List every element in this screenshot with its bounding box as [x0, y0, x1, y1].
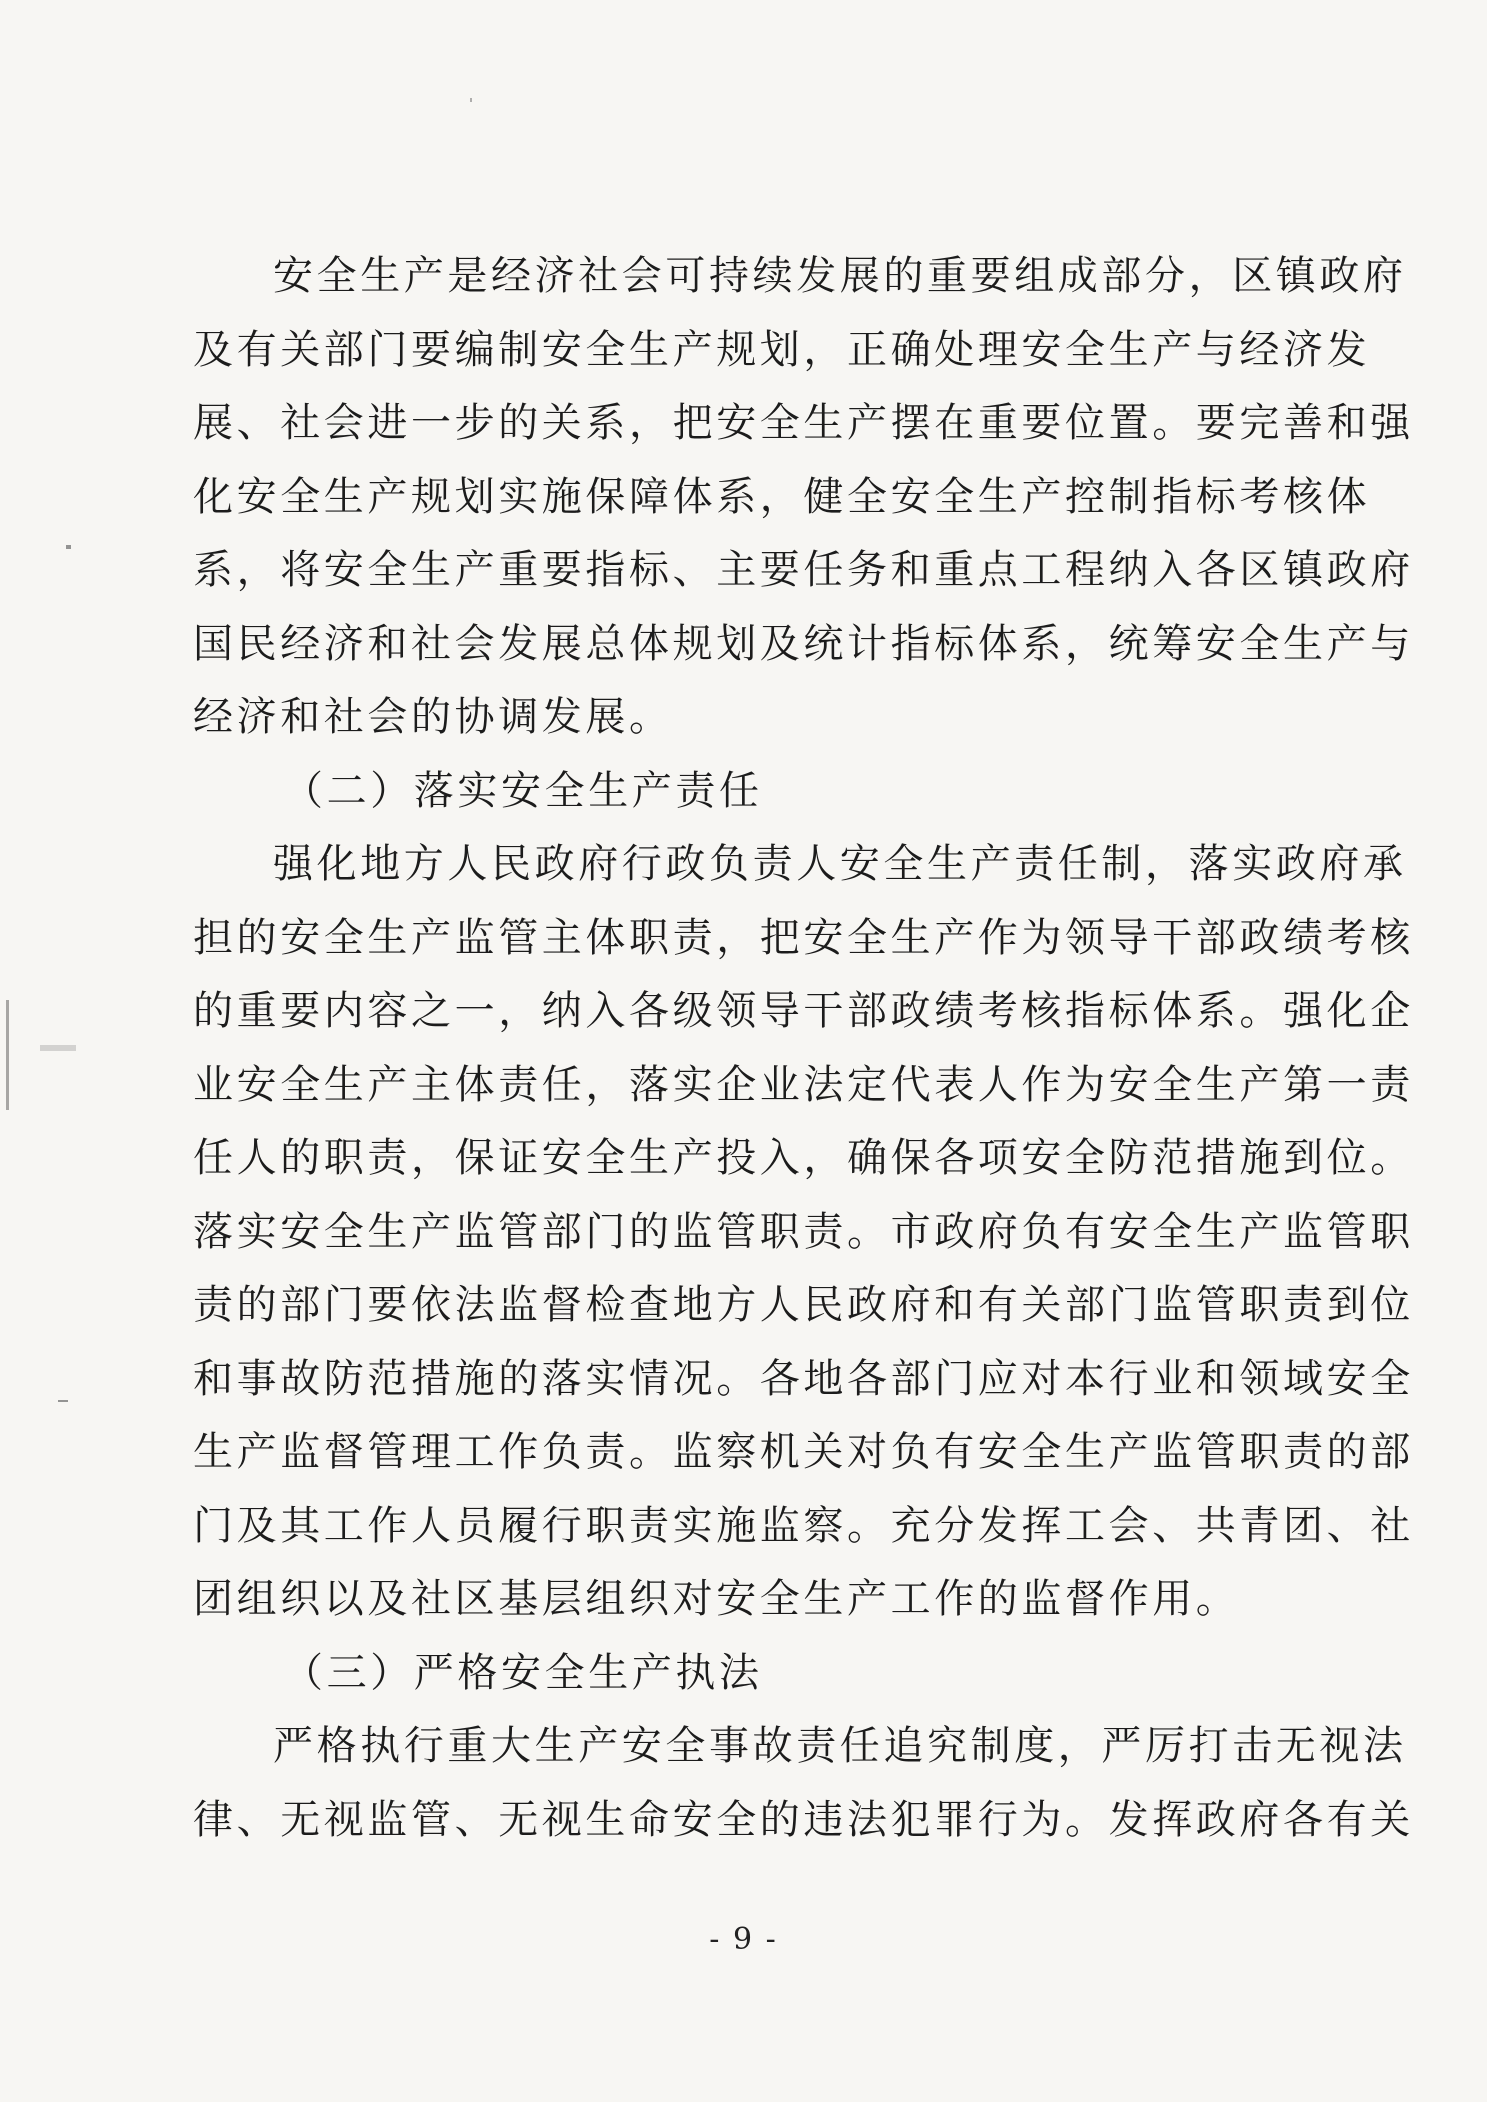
text-line: 严格执行重大生产安全事故责任追究制度，严厉打击无视法	[273, 1723, 1407, 1769]
text-line: 及有关部门要编制安全生产规划，正确处理安全生产与经济发	[193, 326, 1371, 373]
text-line: 系，将安全生产重要指标、主要任务和重点工程纳入各区镇政府	[193, 547, 1414, 593]
text-line: 安全生产是经济社会可持续发展的重要组成部分，区镇政府	[273, 253, 1407, 299]
section-heading: （三）严格安全生产执法	[283, 1649, 763, 1696]
scan-speck	[470, 98, 472, 102]
body-text	[193, 240, 1414, 1857]
text-line: 化安全生产规划实施保障体系，健全安全生产控制指标考核体	[193, 473, 1371, 520]
scan-speck	[58, 1400, 68, 1402]
text-line: 团组织以及社区基层组织对安全生产工作的监督作用。	[193, 1576, 1240, 1622]
text-line: 生产监督管理工作负责。监察机关对负有安全生产监管职责的部	[193, 1429, 1414, 1475]
text-line: 律、无视监管、无视生命安全的违法犯罪行为。发挥政府各有关	[193, 1796, 1414, 1843]
text-line: 强化地方人民政府行政负责人安全生产责任制，落实政府承	[273, 841, 1407, 887]
text-line: 责的部门要依法监督检查地方人民政府和有关部门监管职责到位	[193, 1282, 1414, 1328]
scan-binding-mark	[6, 1000, 9, 1110]
text-line: 经济和社会的协调发展。	[193, 694, 673, 740]
text-line: 展、社会进一步的关系，把安全生产摆在重要位置。要完善和强	[193, 400, 1414, 446]
text-line: 落实安全生产监管部门的监管职责。市政府负有安全生产监管职	[193, 1208, 1414, 1255]
scan-speck	[66, 545, 71, 549]
text-line: 业安全生产主体责任，落实企业法定代表人作为安全生产第一责	[193, 1061, 1414, 1108]
text-line: 任人的职责，保证安全生产投入，确保各项安全防范措施到位。	[193, 1135, 1414, 1181]
scan-smudge	[40, 1045, 76, 1051]
section-heading: （二）落实安全生产责任	[283, 767, 763, 814]
text-line: 和事故防范措施的落实情况。各地各部门应对本行业和领域安全	[193, 1355, 1414, 1402]
text-line: 国民经济和社会发展总体规划及统计指标体系，统筹安全生产与	[193, 620, 1414, 667]
text-line: 担的安全生产监管主体职责，把安全生产作为领导干部政绩考核	[193, 914, 1414, 961]
page-number: - 9 -	[709, 1922, 778, 1957]
text-line: 门及其工作人员履行职责实施监察。充分发挥工会、共青团、社	[193, 1502, 1414, 1549]
text-line: 的重要内容之一，纳入各级领导干部政绩考核指标体系。强化企	[193, 988, 1414, 1034]
